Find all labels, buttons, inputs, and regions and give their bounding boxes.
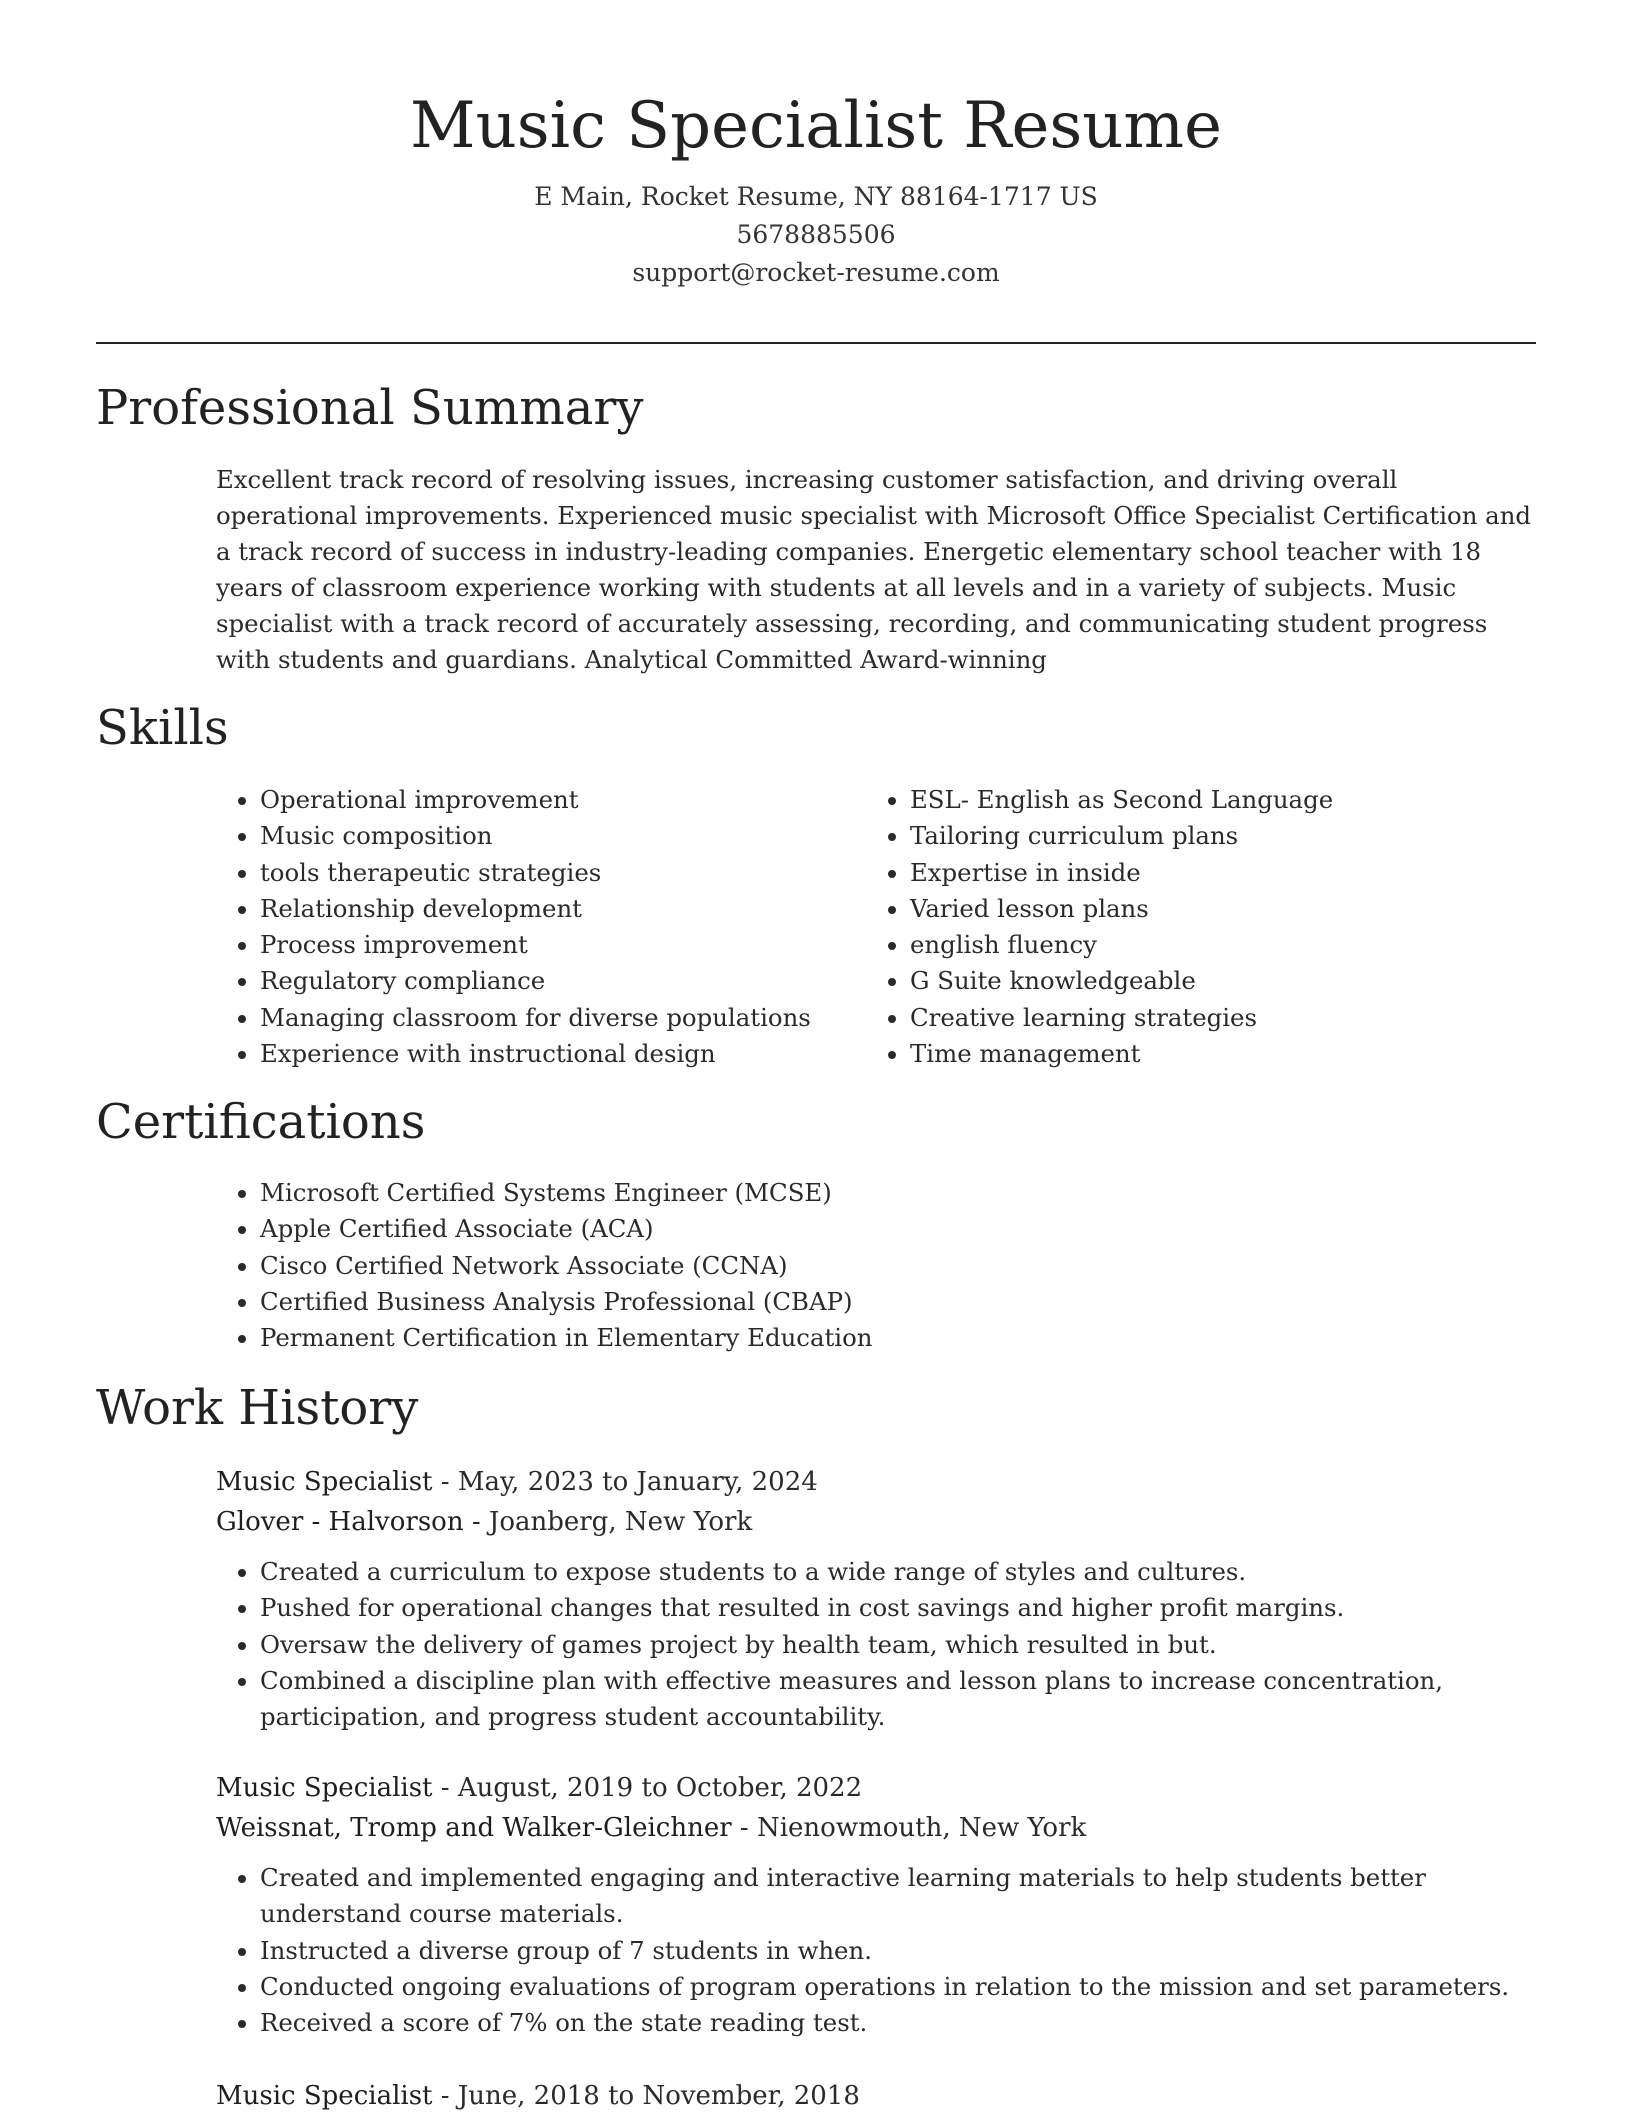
job-title: Music Specialist <box>216 2081 433 2111</box>
certification-item: • Permanent Certification in Elementary Education <box>260 1320 1536 1356</box>
skill-item: • Tailoring curriculum plans <box>910 818 1536 854</box>
skill-item: • Music composition <box>260 818 866 854</box>
summary-text: Excellent track record of resolving issues, increasing customer satisfaction, and driving overall operational improvements. Experienced music specialist with Microsoft Office Specialist Certification and a track record of success in industry-leading companies. Energetic elementary school teacher with 18 years of classroom experience working with students at all levels and in a variety of subjects. Music specialist with a track record of accurately assessing, recording, and communicating student progress with students and guardians. Analytical Committed Award-winning <box>216 465 1532 674</box>
job-dates: August, 2019 to October, 2022 <box>457 1773 863 1803</box>
skill-item: • english fluency <box>910 927 1536 963</box>
job-bullet: • Combined a discipline plan with effective measures and lesson plans to increase concentration, participation, and progress student accountability. <box>260 1663 1536 1736</box>
skill-item: • Managing classroom for diverse populations <box>260 1000 866 1036</box>
separator: - <box>440 1467 458 1497</box>
job-entry <box>216 1768 1536 2041</box>
job-title: Music Specialist <box>216 1467 433 1497</box>
section-title-work-history: Work History <box>96 1380 419 1436</box>
job-dates: June, 2018 to November, 2018 <box>457 2081 860 2111</box>
contact-phone: 5678885506 <box>736 220 896 249</box>
separator: - <box>440 2081 458 2111</box>
section-title-skills: Skills <box>96 700 229 756</box>
skill-item: • Regulatory compliance <box>260 963 866 999</box>
job-bullets <box>216 1554 1536 1735</box>
job-bullet: • Oversaw the delivery of games project by health team, which resulted in but. <box>260 1627 1536 1663</box>
skill-item: • Experience with instructional design <box>260 1036 866 1072</box>
contact-email: support@rocket-resume.com <box>632 258 1000 287</box>
job-entry <box>216 1462 1536 1735</box>
separator: - <box>440 1773 458 1803</box>
skill-item: • Relationship development <box>260 891 866 927</box>
skills-column-right <box>866 782 1536 1072</box>
job-title: Music Specialist <box>216 1773 433 1803</box>
section-title-summary: Professional Summary <box>96 380 644 436</box>
certification-item: • Cisco Certified Network Associate (CCNA) <box>260 1248 1536 1284</box>
header-divider <box>96 342 1536 344</box>
job-title-line <box>216 1462 1536 1502</box>
job-bullet: • Created a curriculum to expose students to a wide range of styles and cultures. <box>260 1554 1536 1590</box>
job-company-line <box>216 1808 1536 1848</box>
skill-item: • Varied lesson plans <box>910 891 1536 927</box>
contact-address: E Main, Rocket Resume, NY 88164-1717 US <box>534 182 1098 211</box>
job-bullet: • Instructed a diverse group of 7 students in when. <box>260 1933 1536 1969</box>
separator: - <box>471 1507 489 1537</box>
resume-header <box>96 78 1536 292</box>
job-location: Nienowmouth, New York <box>756 1813 1087 1843</box>
skill-item: • Operational improvement <box>260 782 866 818</box>
skill-item: • Expertise in inside <box>910 855 1536 891</box>
job-title-line <box>216 2076 1536 2112</box>
skill-item: • G Suite knowledgeable <box>910 963 1536 999</box>
skill-item: • tools therapeutic strategies <box>260 855 866 891</box>
job-bullet: • Conducted ongoing evaluations of program operations in relation to the mission and set parameters. <box>260 1969 1536 2005</box>
skill-item: • Time management <box>910 1036 1536 1072</box>
skill-item: • ESL- English as Second Language <box>910 782 1536 818</box>
certification-item: • Microsoft Certified Systems Engineer (MCSE) <box>260 1175 1536 1211</box>
job-title-line <box>216 1768 1536 1808</box>
job-bullet: • Received a score of 7% on the state reading test. <box>260 2005 1536 2041</box>
skill-item: • Creative learning strategies <box>910 1000 1536 1036</box>
certifications-list <box>216 1175 1536 1356</box>
separator: - <box>739 1813 757 1843</box>
skill-item: • Process improvement <box>260 927 866 963</box>
job-entry <box>216 2076 1536 2112</box>
certification-item: • Certified Business Analysis Professional (CBAP) <box>260 1284 1536 1320</box>
job-dates: May, 2023 to January, 2024 <box>457 1467 818 1497</box>
job-company-line <box>216 1502 1536 1542</box>
job-bullet: • Pushed for operational changes that resulted in cost savings and higher profit margins. <box>260 1590 1536 1626</box>
job-bullets <box>216 1860 1536 2041</box>
certification-item: • Apple Certified Associate (ACA) <box>260 1211 1536 1247</box>
job-company: Glover - Halvorson <box>216 1507 464 1537</box>
job-bullet: • Created and implemented engaging and interactive learning materials to help students better understand course materials. <box>260 1860 1536 1933</box>
skills-column-left <box>216 782 866 1072</box>
resume-title: Music Specialist Resume <box>410 89 1222 163</box>
job-location: Joanberg, New York <box>488 1507 753 1537</box>
job-company: Weissnat, Tromp and Walker-Gleichner <box>216 1813 732 1843</box>
section-title-certifications: Certifications <box>96 1094 426 1150</box>
